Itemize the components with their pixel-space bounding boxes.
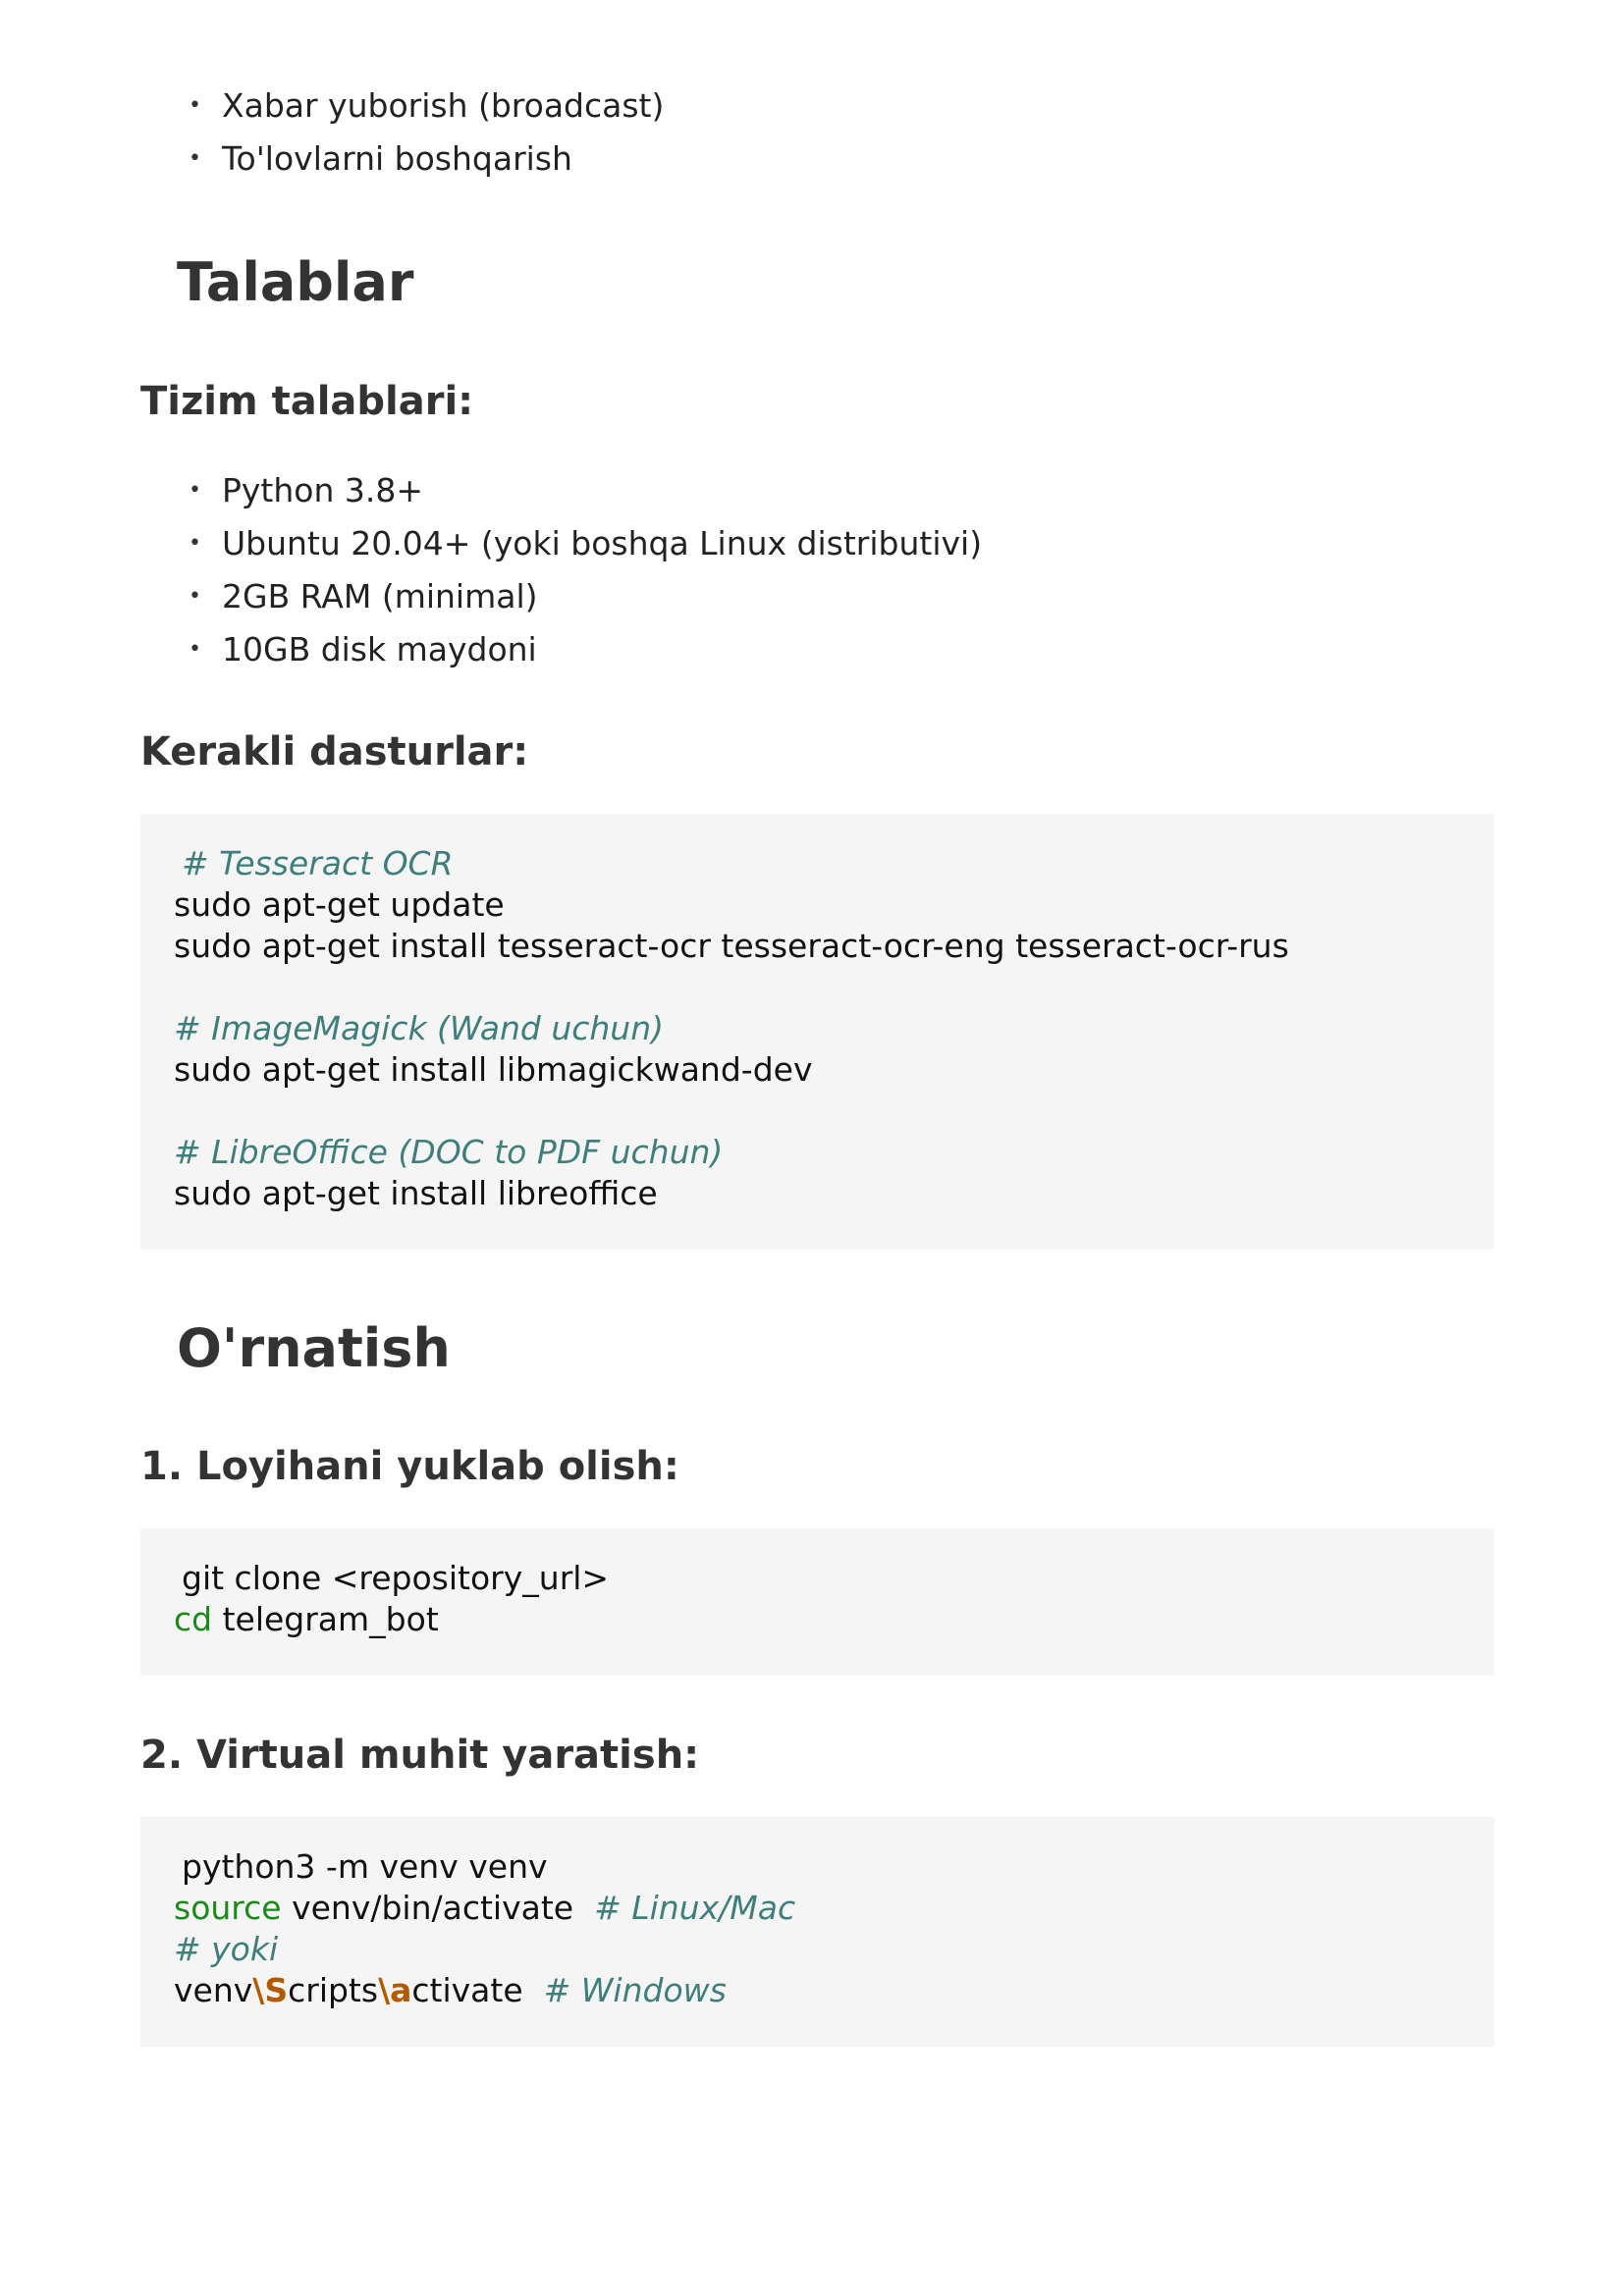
list-item: • Xabar yuborish (broadcast)	[189, 80, 664, 133]
code-line: python3 -m venv venv	[182, 1847, 548, 1886]
features-list	[189, 80, 664, 186]
step2-heading: 2. Virtual muhit yaratish:	[140, 1733, 700, 1778]
bullet-icon: •	[189, 637, 201, 662]
bullet-icon: •	[189, 93, 201, 118]
code-comment: # ImageMagick (Wand uchun)	[174, 1009, 664, 1047]
code-block-dependencies[interactable]	[140, 814, 1494, 1250]
code-line: source venv/bin/activate # Linux/Mac	[174, 1889, 796, 1927]
bullet-icon: •	[189, 584, 201, 609]
code-line: git clone <repository_url>	[182, 1559, 610, 1597]
system-requirements-heading: Tizim talablari:	[140, 379, 474, 424]
step1-heading: 1. Loyihani yuklab olish:	[140, 1444, 679, 1489]
code-blank-line	[174, 967, 1461, 1008]
code-line: cd telegram_bot	[174, 1600, 439, 1638]
code-line: venv\Scripts\activate # Windows	[174, 1971, 727, 2009]
code-line: sudo apt-get install libmagickwand-dev	[174, 1050, 813, 1089]
code-block-clone[interactable]	[140, 1528, 1494, 1676]
code-comment: # LibreOffice (DOC to PDF uchun)	[174, 1133, 724, 1171]
bullet-icon: •	[189, 531, 201, 556]
code-line: sudo apt-get install libreoffice	[174, 1174, 658, 1212]
code-line: sudo apt-get update	[174, 885, 505, 924]
code-comment: # yoki	[174, 1930, 279, 1968]
system-requirements-list	[189, 464, 982, 676]
list-item: • To'lovlarni boshqarish	[189, 133, 664, 186]
list-item: • Python 3.8+	[189, 464, 982, 517]
list-item: • Ubuntu 20.04+ (yoki boshqa Linux distributivi)	[189, 517, 982, 570]
code-line: sudo apt-get install tesseract-ocr tesseract-ocr-eng tesseract-ocr-rus	[174, 927, 1289, 965]
required-software-heading: Kerakli dasturlar:	[140, 729, 529, 774]
section-title-installation: O'rnatish	[177, 1317, 451, 1379]
code-block-venv[interactable]	[140, 1817, 1494, 2047]
list-item: • 10GB disk maydoni	[189, 623, 982, 676]
list-item: • 2GB RAM (minimal)	[189, 570, 982, 623]
bullet-icon: •	[189, 478, 201, 503]
section-title-requirements: Talablar	[177, 251, 414, 313]
code-blank-line	[174, 1091, 1461, 1132]
bullet-icon: •	[189, 146, 201, 171]
code-comment: # Tesseract OCR	[182, 844, 454, 882]
